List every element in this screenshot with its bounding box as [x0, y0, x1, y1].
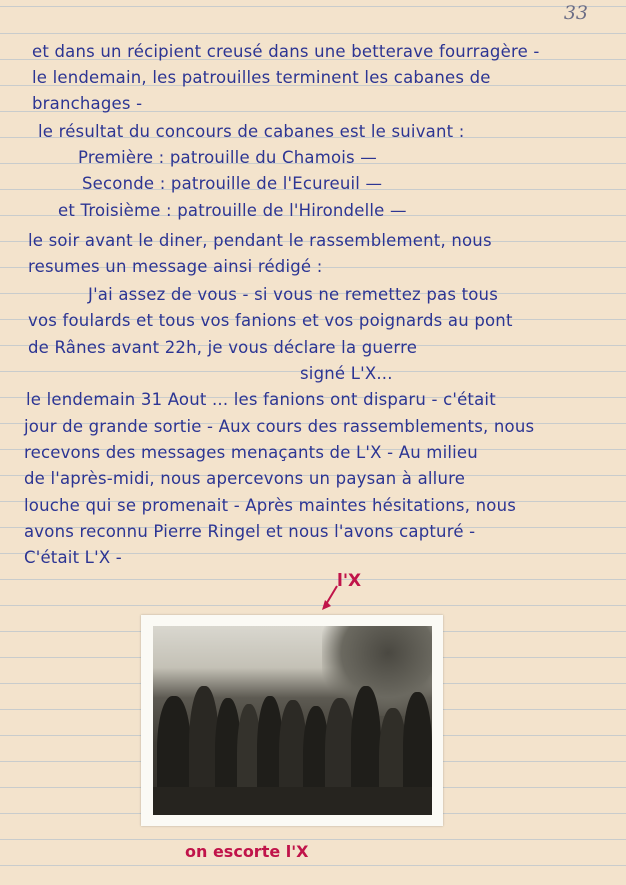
text-line-7: et Troisième : patrouille de l'Hirondelle — — [58, 201, 407, 220]
text-line-9: resumes un message ainsi rédigé : — [28, 257, 323, 276]
text-line-2: le lendemain, les patrouilles terminent les cabanes de — [32, 68, 491, 87]
text-line-20: C'était L'X - — [24, 548, 122, 567]
text-line-19: avons reconnu Pierre Ringel et nous l'avons capturé - — [24, 522, 476, 541]
text-line-10: J'ai assez de vous - si vous ne remettez pas tous — [88, 285, 499, 304]
text-line-14: le lendemain 31 Aout ... les fanions ont disparu - c'était — [26, 390, 496, 409]
text-line-3: branchages - — [32, 94, 143, 113]
text-line-16: recevons des messages menaçants de L'X - Au milieu — [24, 443, 478, 462]
page-number: 33 — [563, 2, 588, 24]
text-line-5: Première : patrouille du Chamois — — [78, 148, 377, 167]
photo-caption: on escorte l'X — [185, 842, 309, 861]
text-line-17: de l'après-midi, nous apercevons un paysan à allure — [24, 469, 466, 488]
text-line-6: Seconde : patrouille de l'Ecureuil — — [82, 174, 383, 193]
arrow-down-left-icon — [319, 584, 341, 612]
group-photo — [153, 626, 432, 815]
text-line-8: le soir avant le diner, pendant le rassemblement, nous — [28, 231, 492, 250]
text-line-11: vos foulards et tous vos fanions et vos poignards au pont — [28, 311, 513, 330]
text-line-13: signé L'X... — [300, 364, 393, 383]
text-line-12: de Rânes avant 22h, je vous déclare la guerre — [28, 338, 418, 357]
photo-frame — [141, 615, 443, 826]
text-line-1: et dans un récipient creusé dans une betterave fourragère - — [32, 42, 540, 61]
text-line-4: le résultat du concours de cabanes est le suivant : — [38, 122, 465, 141]
text-line-15: jour de grande sortie - Aux cours des rassemblements, nous — [24, 417, 535, 436]
text-line-18: louche qui se promenait - Après maintes hésitations, nous — [24, 496, 517, 515]
photo-arrow-label: l'X — [337, 571, 362, 591]
